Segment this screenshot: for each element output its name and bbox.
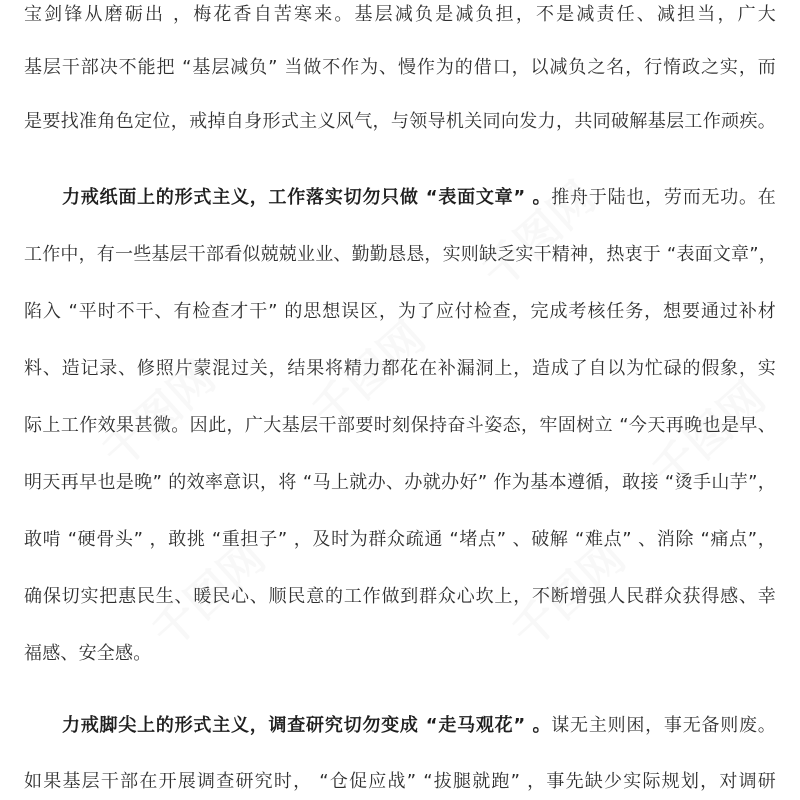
paragraph-3-heading: 力戒脚尖上的形式主义，调查研究切勿变成 “走马观花” 。 bbox=[62, 715, 552, 736]
paragraph-1-line-3: 是要找准角色定位，戒掉自身形式主义风气，与领导机关同向发力，共同破解基层工作顽疾。 bbox=[24, 111, 776, 132]
paragraph-3-line-2: 如果基层干部在开展调查研究时， “仓促应战” “拔腿就跑” ，事先缺少实际规划，对调研 bbox=[24, 771, 776, 792]
watermark: 千图网 bbox=[502, 532, 636, 659]
watermark: 千图网 bbox=[92, 352, 226, 479]
paragraph-2-line-4: 料、造记录、修照片蒙混过关，结果将精力都花在补漏洞上，造成了自以为忙碌的假象，实 bbox=[24, 358, 776, 379]
paragraph-1-line-2: 基层干部决不能把 “基层减负” 当做不作为、慢作为的借口，以减负之名，行惰政之实，而 bbox=[24, 57, 776, 78]
paragraph-3-line-1-rest: 谋无主则困，事无备则废。 bbox=[551, 715, 776, 736]
watermark: 千图网 bbox=[142, 532, 276, 659]
paragraph-2-line-5: 际上工作效果甚微。因此，广大基层干部要时刻保持奋斗姿态，牢固树立 “今天再晚也是早、 bbox=[24, 415, 776, 436]
paragraph-2-line-1 bbox=[62, 185, 776, 211]
paragraph-2-line-1-rest: 推舟于陆也，劳而无功。在 bbox=[551, 187, 776, 208]
paragraph-3-line-1 bbox=[62, 713, 776, 739]
watermark: 千图网 bbox=[642, 372, 776, 499]
paragraph-2-line-6: 明天再早也是晚” 的效率意识，将 “马上就办、办就办好” 作为基本遵循，敢接 “烫手山芋”， bbox=[24, 472, 776, 493]
paragraph-2-line-8: 确保切实把惠民生、暖民心、顺民意的工作做到群众心坎上，不断增强人民群众获得感、幸 bbox=[24, 586, 776, 607]
watermark: 千图网 bbox=[472, 172, 606, 299]
paragraph-2-line-7: 敢啃 “硬骨头” ，敢挑 “重担子” ，及时为群众疏通 “堵点” 、破解 “难点” 、消除 “痛点”， bbox=[24, 529, 776, 550]
paragraph-2-heading: 力戒纸面上的形式主义，工作落实切勿只做 “表面文章” 。 bbox=[62, 187, 552, 208]
paragraph-2-line-9: 福感、安全感。 bbox=[24, 643, 152, 664]
watermark: 千图网 bbox=[302, 312, 436, 439]
paragraph-2-line-2: 工作中，有一些基层干部看似兢兢业业、勤勤恳恳，实则缺乏实干精神，热衷于 “表面文章”， bbox=[24, 244, 777, 265]
paragraph-1-line-1: 宝剑锋从磨砺出 ，梅花香自苦寒来。基层减负是减负担，不是减责任、减担当，广大 bbox=[24, 4, 776, 25]
paragraph-2-line-3: 陷入 “平时不干、有检查才干” 的思想误区，为了应付检查，完成考核任务，想要通过补材 bbox=[24, 301, 776, 322]
